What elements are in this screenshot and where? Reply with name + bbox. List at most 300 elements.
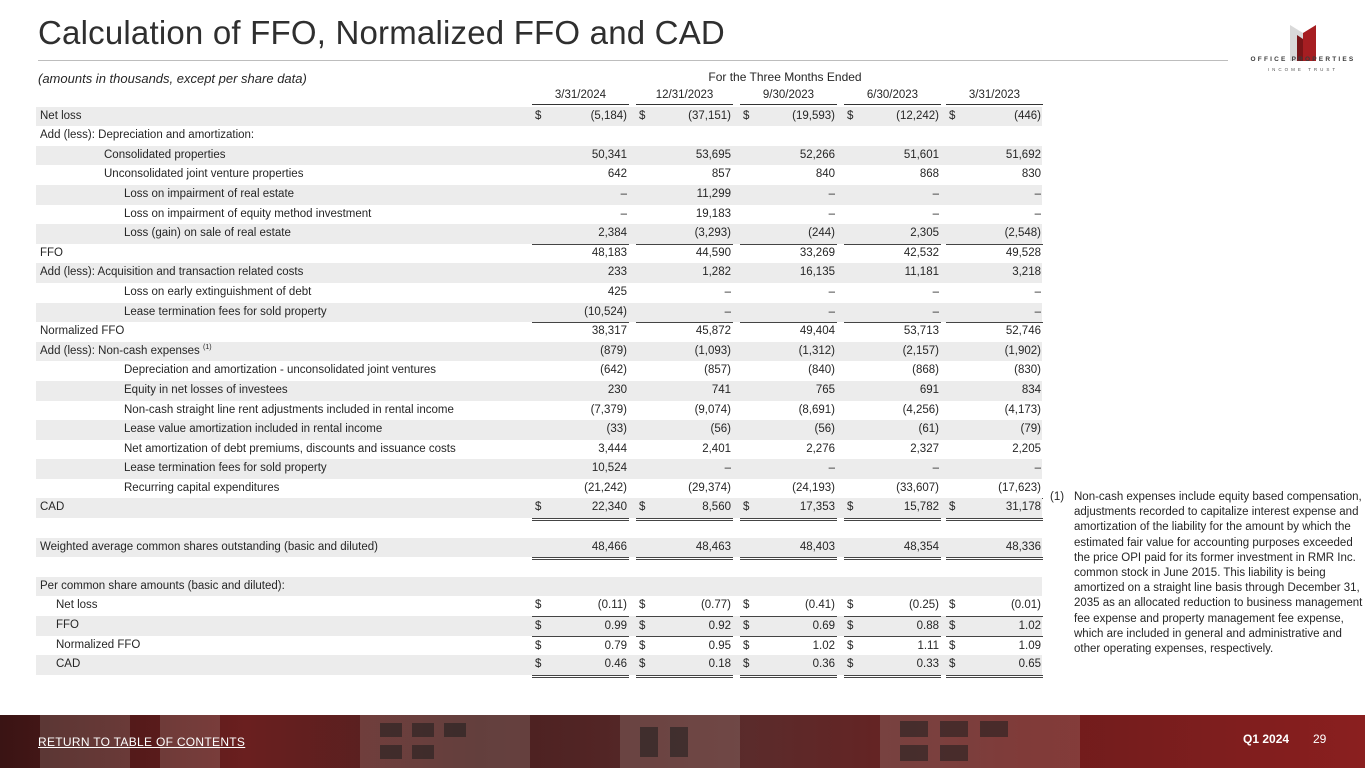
cell-value: 19,183 — [695, 207, 731, 220]
page-title: Calculation of FFO, Normalized FFO and CAD — [38, 14, 725, 51]
row-label-text: Consolidated properties — [104, 148, 226, 161]
cell-value: (21,242) — [584, 481, 627, 494]
table-cell — [740, 205, 837, 225]
table-cell — [946, 381, 1043, 401]
table-cell — [844, 440, 941, 460]
cell-value: 0.18 — [708, 658, 731, 671]
row-label — [124, 381, 288, 401]
table-cell — [740, 342, 837, 362]
cell-value: – — [932, 285, 939, 298]
table-cell — [740, 401, 837, 421]
table-cell — [844, 381, 941, 401]
row-label — [124, 361, 436, 381]
table-cell — [844, 459, 941, 479]
cell-value: (56) — [710, 423, 731, 436]
table-cell — [532, 205, 629, 225]
row-label-text: Normalized FFO — [40, 325, 125, 338]
cell-value: – — [724, 285, 731, 298]
table-cell — [532, 107, 629, 127]
row-label-text: CAD — [40, 501, 65, 514]
table-cell — [532, 361, 629, 381]
row-label — [40, 498, 64, 518]
company-logo-icon — [1248, 12, 1358, 74]
table-cell — [636, 342, 733, 362]
row-label — [56, 655, 80, 675]
table-cell — [636, 165, 733, 185]
cell-value: 642 — [607, 168, 627, 181]
row-label-text: Lease termination fees for sold property — [124, 305, 327, 318]
table-cell — [844, 420, 941, 440]
currency-symbol: $ — [847, 599, 854, 612]
row-label — [40, 244, 63, 264]
cell-value: (0.11) — [597, 599, 627, 612]
cell-value: (12,242) — [896, 109, 939, 122]
cell-value: (1,093) — [694, 344, 731, 357]
row-label — [56, 636, 140, 656]
row-label-text: Depreciation and amortization - unconsolidated joint ventures — [124, 364, 436, 377]
table-cell — [740, 636, 837, 657]
currency-symbol: $ — [639, 658, 646, 671]
row-label-text: Add (less): Non-cash expenses — [40, 344, 200, 357]
table-cell — [636, 126, 733, 146]
table-row-spacer — [36, 518, 1042, 538]
cell-value: 3,444 — [598, 442, 627, 455]
row-label-text: Loss on impairment of equity method investment — [124, 207, 372, 220]
cell-value: – — [828, 187, 835, 200]
table-cell — [844, 616, 941, 637]
table-cell — [740, 165, 837, 185]
table-row-early-extinguishment-debt — [36, 283, 1042, 303]
table-cell — [636, 655, 733, 678]
table-cell — [740, 126, 837, 146]
table-cell — [844, 655, 941, 678]
row-label-text: CAD — [56, 658, 81, 671]
cell-value: – — [932, 305, 939, 318]
row-label — [40, 577, 285, 597]
cell-value: (0.01) — [1010, 599, 1041, 612]
cell-value: – — [620, 207, 627, 220]
table-row-per-share-net-loss — [36, 596, 1042, 616]
table-row-per-share-cad — [36, 655, 1042, 675]
table-cell — [946, 126, 1043, 146]
table-cell — [740, 146, 837, 166]
cell-value: – — [1034, 207, 1041, 220]
currency-symbol: $ — [743, 501, 750, 514]
cell-value: 53,713 — [903, 325, 939, 338]
row-label — [124, 401, 454, 421]
table-cell — [740, 322, 837, 342]
cell-value: (830) — [1014, 364, 1041, 377]
table-row-lease-termination-fees — [36, 303, 1042, 323]
table-cell — [844, 165, 941, 185]
cell-value: – — [932, 207, 939, 220]
cell-value: (61) — [918, 423, 939, 436]
table-cell — [636, 479, 733, 500]
table-cell — [532, 636, 629, 657]
table-cell — [532, 381, 629, 401]
table-cell — [636, 263, 733, 283]
row-label — [124, 420, 382, 440]
currency-symbol: $ — [743, 620, 750, 633]
table-cell — [946, 165, 1043, 185]
table-cell — [532, 401, 629, 421]
table-cell — [636, 616, 733, 637]
cell-value: – — [1034, 462, 1041, 475]
cell-value: 2,384 — [598, 227, 627, 240]
table-cell — [946, 185, 1043, 205]
table-cell — [844, 596, 941, 617]
table-cell — [946, 146, 1043, 166]
cell-value: 741 — [711, 383, 731, 396]
currency-symbol: $ — [639, 109, 646, 122]
row-label — [40, 342, 212, 362]
table-cell — [636, 244, 733, 264]
table-row-equity-net-losses — [36, 381, 1042, 401]
table-cell — [636, 224, 733, 245]
row-label — [124, 459, 327, 479]
table-cell — [844, 636, 941, 657]
cell-value: – — [828, 285, 835, 298]
row-label-text: Net loss — [40, 109, 82, 122]
cell-value: (56) — [814, 423, 835, 436]
cell-value: (29,374) — [688, 481, 731, 494]
table-cell — [532, 459, 629, 479]
table-cell — [740, 616, 837, 637]
currency-symbol: $ — [535, 639, 542, 652]
cell-value: (857) — [704, 364, 731, 377]
currency-symbol: $ — [639, 599, 646, 612]
cell-value: 425 — [607, 285, 627, 298]
cell-value: 48,403 — [799, 540, 835, 553]
table-cell — [946, 479, 1043, 500]
column-header: 3/31/2024 — [532, 87, 629, 105]
currency-symbol: $ — [743, 109, 750, 122]
row-label-text: Loss on impairment of real estate — [124, 187, 295, 200]
cell-value: 48,354 — [903, 540, 939, 553]
table-cell — [946, 263, 1043, 283]
table-row-lease-termination-fees-adj — [36, 459, 1042, 479]
table-cell — [636, 440, 733, 460]
currency-symbol: $ — [949, 658, 956, 671]
currency-symbol: $ — [949, 109, 956, 122]
period-heading: For the Three Months Ended — [708, 70, 862, 84]
row-label-text: Net amortization of debt premiums, discounts and issuance costs — [124, 442, 456, 455]
table-row-spacer — [36, 557, 1042, 577]
cell-value: – — [724, 305, 731, 318]
table-row-acquisition-costs — [36, 263, 1042, 283]
table-row-consolidated-properties — [36, 146, 1042, 166]
row-label-text: Loss on early extinguishment of debt — [124, 285, 312, 298]
cell-value: 8,560 — [702, 501, 731, 514]
cell-value: 868 — [919, 168, 939, 181]
table-cell — [532, 322, 629, 342]
table-cell — [946, 322, 1043, 342]
cell-value: 17,353 — [799, 501, 835, 514]
footnote-text: Non-cash expenses include equity based compensation, adjustments recorded to capitalize interest expense and amortization of the liability for the amount by which the estimated fair value for accounting purposes exceeded the price OPI paid for its former investment in RMR Inc. common stock in June 2015. This liability is being amortized on a straight line basis through December 31, 2035 as an allocated reduction to business management fee expense and property management fee expense, which are included in general and administrative and other operating expenses, respectively. — [1074, 491, 1363, 656]
cell-value: (17,623) — [998, 481, 1041, 494]
row-label — [40, 126, 254, 146]
table-cell — [636, 381, 733, 401]
cell-value: 2,276 — [806, 442, 835, 455]
currency-symbol: $ — [535, 109, 542, 122]
table-cell — [946, 557, 1043, 577]
cell-value: (7,379) — [590, 403, 627, 416]
row-label — [124, 479, 279, 499]
row-label — [104, 146, 225, 166]
cell-value: (840) — [808, 364, 835, 377]
row-label-text: Equity in net losses of investees — [124, 383, 288, 396]
table-cell — [844, 146, 941, 166]
table-cell — [636, 596, 733, 617]
title-divider — [38, 60, 1228, 61]
cell-value: 10,524 — [591, 462, 627, 475]
table-cell — [740, 577, 837, 597]
table-cell — [946, 401, 1043, 421]
cell-value: 49,404 — [799, 325, 835, 338]
row-label-text: Net loss — [56, 599, 98, 612]
currency-symbol: $ — [743, 658, 750, 671]
currency-symbol: $ — [949, 639, 956, 652]
table-cell — [946, 616, 1043, 637]
currency-symbol: $ — [847, 109, 854, 122]
cell-value: 48,466 — [591, 540, 627, 553]
table-cell — [740, 596, 837, 617]
table-cell — [740, 303, 837, 324]
cell-value: 1.09 — [1018, 639, 1041, 652]
cell-value: 233 — [607, 266, 627, 279]
table-cell — [532, 283, 629, 303]
table-cell — [636, 361, 733, 381]
table-cell — [532, 479, 629, 500]
row-label — [56, 596, 98, 616]
row-label — [124, 440, 456, 460]
cell-value: 1.02 — [812, 639, 835, 652]
row-label — [40, 263, 303, 283]
cell-value: (0.77) — [700, 599, 731, 612]
cell-value: 51,601 — [903, 148, 939, 161]
table-cell — [844, 518, 941, 538]
row-label — [104, 165, 303, 185]
table-row-depreciation-amortization — [36, 126, 1042, 146]
currency-symbol: $ — [535, 599, 542, 612]
row-label — [124, 205, 371, 225]
cell-value: 230 — [607, 383, 627, 396]
cell-value: (879) — [600, 344, 627, 357]
cell-value: – — [1034, 285, 1041, 298]
table-row-impairment-equity-investment — [36, 205, 1042, 225]
cell-value: 33,269 — [799, 246, 835, 259]
cell-value: (0.25) — [908, 599, 939, 612]
table-cell — [946, 636, 1043, 657]
cell-value: 51,692 — [1005, 148, 1041, 161]
cell-value: 52,746 — [1005, 325, 1041, 338]
table-cell — [844, 185, 941, 205]
currency-symbol: $ — [639, 620, 646, 633]
table-cell — [946, 224, 1043, 245]
table-cell — [740, 557, 837, 577]
table-cell — [844, 283, 941, 303]
row-label — [40, 538, 378, 558]
table-cell — [740, 244, 837, 264]
table-cell — [946, 518, 1043, 538]
row-label-text: Normalized FFO — [56, 638, 141, 651]
cell-value: 11,299 — [696, 187, 731, 200]
cell-value: 48,463 — [695, 540, 731, 553]
cell-value: 2,205 — [1012, 442, 1041, 455]
table-row-non-cash-expenses — [36, 342, 1042, 362]
table-cell — [946, 107, 1043, 127]
quarter-label: Q1 2024 — [1243, 732, 1290, 746]
table-cell — [636, 322, 733, 342]
table-cell — [844, 126, 941, 146]
table-cell — [532, 146, 629, 166]
cell-value: 11,181 — [904, 266, 939, 279]
table-cell — [844, 557, 941, 577]
footnote-marker: (1) — [1050, 491, 1065, 503]
row-label — [124, 185, 294, 205]
cell-value: 0.79 — [604, 639, 627, 652]
table-cell — [844, 361, 941, 381]
table-cell — [844, 401, 941, 421]
table-row-dep-amort-unconsolidated-jv — [36, 361, 1042, 381]
cell-value: – — [620, 187, 627, 200]
table-cell — [636, 420, 733, 440]
table-row-per-share-normalized-ffo — [36, 636, 1042, 656]
cell-value: – — [828, 305, 835, 318]
cell-value: 16,135 — [799, 266, 835, 279]
row-label-text: Per common share amounts (basic and diluted): — [40, 579, 285, 592]
cell-value: 2,305 — [910, 227, 939, 240]
table-cell — [844, 342, 941, 362]
table-cell — [946, 244, 1043, 264]
table-cell — [946, 205, 1043, 225]
table-cell — [844, 322, 941, 342]
currency-symbol: $ — [847, 658, 854, 671]
row-label-text: Lease value amortization included in rental income — [124, 423, 383, 436]
cell-value: (446) — [1014, 109, 1041, 122]
row-label-text: Add (less): Acquisition and transaction related costs — [40, 266, 304, 279]
table-row-unconsolidated-jv-properties — [36, 165, 1042, 185]
cell-value: 857 — [711, 168, 731, 181]
currency-symbol: $ — [743, 639, 750, 652]
table-cell — [946, 342, 1043, 362]
table-row-cad — [36, 498, 1042, 518]
cell-value: 0.88 — [916, 620, 939, 633]
table-row-recurring-capex — [36, 479, 1042, 499]
cell-value: (9,074) — [694, 403, 731, 416]
table-cell — [740, 381, 837, 401]
row-label — [124, 283, 311, 303]
table-cell — [532, 303, 629, 324]
currency-symbol: $ — [847, 501, 854, 514]
currency-symbol: $ — [847, 620, 854, 633]
table-row-straight-line-rent — [36, 401, 1042, 421]
cell-value: (1,902) — [1004, 344, 1041, 357]
table-cell — [636, 185, 733, 205]
table-cell — [532, 616, 629, 637]
column-header: 3/31/2023 — [946, 87, 1043, 105]
cell-value: (2,548) — [1004, 227, 1041, 240]
table-cell — [946, 440, 1043, 460]
row-label-text: Lease termination fees for sold property — [124, 462, 327, 475]
logo-tagline: INCOME TRUST — [1267, 67, 1339, 72]
currency-symbol: $ — [949, 599, 956, 612]
table-cell — [844, 244, 941, 264]
cell-value: 0.65 — [1018, 658, 1041, 671]
table-cell — [844, 303, 941, 324]
row-label-text: Loss (gain) on sale of real estate — [124, 227, 291, 240]
table-row-per-share-heading — [36, 577, 1042, 597]
table-cell — [532, 342, 629, 362]
cell-value: (79) — [1020, 423, 1041, 436]
cell-value: 0.33 — [916, 658, 939, 671]
table-cell — [636, 401, 733, 421]
cell-value: (3,293) — [694, 227, 731, 240]
cell-value: – — [828, 207, 835, 220]
cell-value: (10,524) — [584, 305, 627, 318]
footnote-ref: (1) — [203, 343, 212, 351]
table-cell — [946, 303, 1043, 324]
column-header: 9/30/2023 — [740, 87, 837, 105]
cell-value: 0.46 — [604, 658, 627, 671]
table-cell — [532, 655, 629, 678]
table-cell — [636, 205, 733, 225]
cell-value: (33) — [606, 423, 627, 436]
table-row-loss-gain-sale — [36, 224, 1042, 244]
cell-value: (1,312) — [798, 344, 835, 357]
return-to-toc-link[interactable]: RETURN TO TABLE OF CONTENTS — [38, 735, 246, 749]
table-cell — [636, 146, 733, 166]
cell-value: (8,691) — [798, 403, 835, 416]
row-label-text: Non-cash straight line rent adjustments included in rental income — [124, 403, 454, 416]
cell-value: – — [932, 187, 939, 200]
table-row-impairment-real-estate — [36, 185, 1042, 205]
table-row-ffo — [36, 244, 1042, 264]
table-cell — [532, 185, 629, 205]
table-cell — [636, 107, 733, 127]
table-cell — [946, 283, 1043, 303]
cell-value: – — [932, 462, 939, 475]
cell-value: – — [724, 462, 731, 475]
cell-value: 2,401 — [702, 442, 731, 455]
cell-value: (4,173) — [1004, 403, 1041, 416]
row-label-text: Add (less): Depreciation and amortization: — [40, 129, 255, 142]
table-row-net-loss — [36, 107, 1042, 127]
table-cell — [946, 577, 1043, 597]
cell-value: (24,193) — [792, 481, 835, 494]
table-cell — [636, 518, 733, 538]
cell-value: 0.95 — [708, 639, 731, 652]
cell-value: – — [828, 462, 835, 475]
row-label-text: FFO — [40, 246, 63, 259]
cell-value: 48,336 — [1005, 540, 1041, 553]
currency-symbol: $ — [535, 658, 542, 671]
table-cell — [946, 420, 1043, 440]
row-label-text: Weighted average common shares outstanding (basic and diluted) — [40, 540, 378, 553]
table-cell — [636, 303, 733, 324]
table-cell — [532, 596, 629, 617]
table-cell — [946, 596, 1043, 617]
row-label — [124, 303, 327, 323]
cell-value: 42,532 — [903, 246, 939, 259]
table-cell — [844, 224, 941, 245]
currency-symbol: $ — [847, 639, 854, 652]
table-row-lease-value-amortization — [36, 420, 1042, 440]
table-cell — [636, 636, 733, 657]
table-cell — [740, 283, 837, 303]
table-cell — [946, 459, 1043, 479]
cell-value: 49,528 — [1005, 246, 1041, 259]
